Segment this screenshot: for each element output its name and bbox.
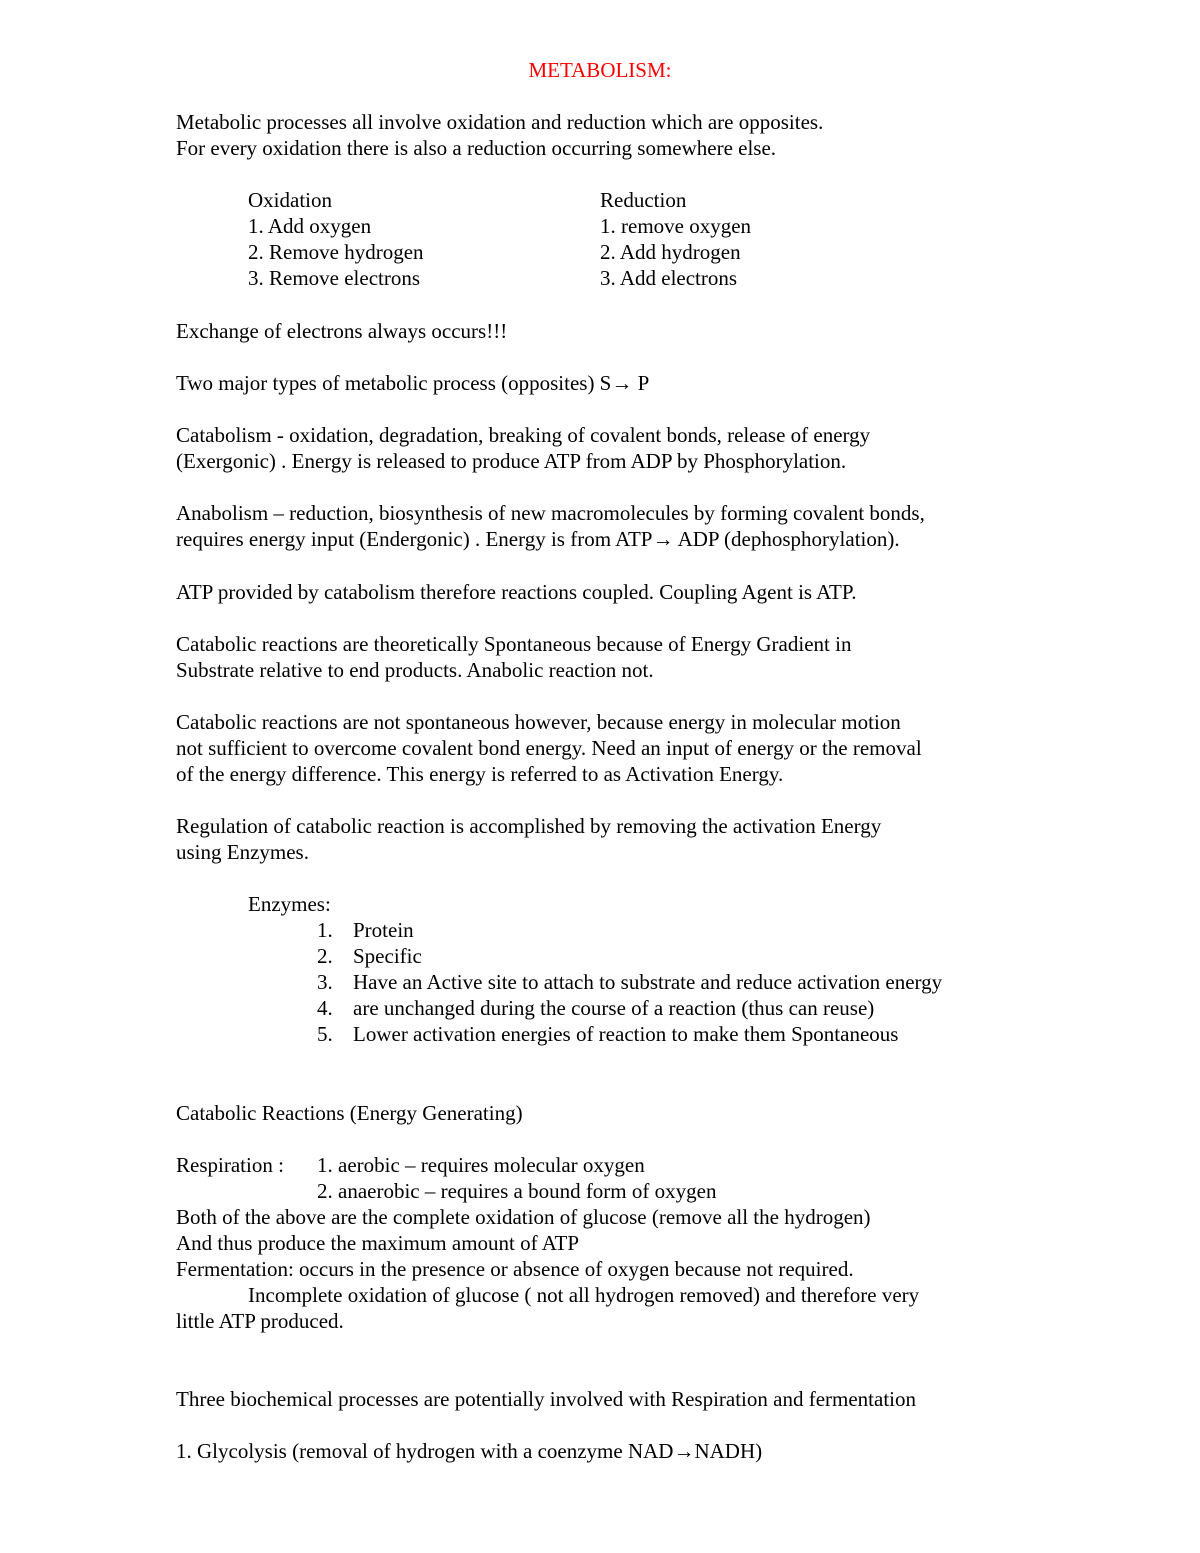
list-item: Lower activation energies of reaction to make them Spontaneous: [353, 1022, 899, 1046]
spontaneous-line-1: Catabolic reactions are theoretically Spontaneous because of Energy Gradient in: [176, 632, 852, 656]
list-item: are unchanged during the course of a reaction (thus can reuse): [353, 996, 875, 1020]
anabolism-line-1: Anabolism – reduction, biosynthesis of new macromolecules by forming covalent bonds,: [176, 501, 925, 525]
list-item: Protein: [353, 918, 414, 942]
catabolism-line-2: (Exergonic) . Energy is released to produce ATP from ADP by Phosphorylation.: [176, 449, 847, 473]
regulation-line-2: using Enzymes.: [176, 840, 309, 864]
list-number: 2.: [317, 944, 333, 968]
incomplete-line-1: Incomplete oxidation of glucose ( not all hydrogen removed) and therefore very: [248, 1283, 920, 1307]
complete-oxidation-line-2: And thus produce the maximum amount of ATP: [176, 1231, 580, 1255]
catabolic-heading: Catabolic Reactions (Energy Generating): [176, 1101, 523, 1125]
not-spontaneous-line-3: of the energy difference. This energy is referred to as Activation Energy.: [176, 762, 784, 786]
reduction-item: 2. Add hydrogen: [600, 240, 741, 264]
spontaneous-line-2: Substrate relative to end products. Anabolic reaction not.: [176, 658, 654, 682]
list-number: 5.: [317, 1022, 333, 1046]
list-item: Specific: [353, 944, 422, 968]
list-item: 2. anaerobic – requires a bound form of oxygen: [317, 1179, 717, 1203]
list-number: 3.: [317, 970, 333, 994]
oxidation-header: Oxidation: [248, 188, 332, 212]
exchange-text: Exchange of electrons always occurs!!!: [176, 319, 508, 343]
list-number: 1.: [317, 918, 333, 942]
complete-oxidation-line-1: Both of the above are the complete oxidation of glucose (remove all the hydrogen): [176, 1205, 871, 1229]
incomplete-line-2: little ATP produced.: [176, 1309, 344, 1333]
page-title: METABOLISM:: [528, 58, 672, 82]
reduction-item: 3. Add electrons: [600, 266, 738, 290]
fermentation-line: Fermentation: occurs in the presence or absence of oxygen because not required.: [176, 1257, 854, 1281]
reduction-item: 1. remove oxygen: [600, 214, 752, 238]
not-spontaneous-line-1: Catabolic reactions are not spontaneous however, because energy in molecular motion: [176, 710, 901, 734]
reduction-header: Reduction: [600, 188, 687, 212]
two-types-text: Two major types of metabolic process (opposites) S→ P: [176, 371, 650, 395]
list-number: 4.: [317, 996, 333, 1020]
intro-line-2: For every oxidation there is also a reduction occurring somewhere else.: [176, 136, 777, 160]
regulation-line-1: Regulation of catabolic reaction is accomplished by removing the activation Energy: [176, 814, 882, 838]
anabolism-line-2: requires energy input (Endergonic) . Energy is from ATP→ ADP (dephosphorylation).: [176, 527, 900, 551]
not-spontaneous-line-2: not sufficient to overcome covalent bond energy. Need an input of energy or the removal: [176, 736, 922, 760]
list-item: 1. aerobic – requires molecular oxygen: [317, 1153, 645, 1177]
oxidation-item: 1. Add oxygen: [248, 214, 372, 238]
intro-line-1: Metabolic processes all involve oxidation and reduction which are opposites.: [176, 110, 824, 134]
list-item: Have an Active site to attach to substrate and reduce activation energy: [353, 970, 943, 994]
respiration-label: Respiration :: [176, 1153, 284, 1177]
oxidation-item: 2. Remove hydrogen: [248, 240, 424, 264]
coupling-text: ATP provided by catabolism therefore reactions coupled. Coupling Agent is ATP.: [176, 580, 857, 604]
catabolism-line-1: Catabolism - oxidation, degradation, breaking of covalent bonds, release of energy: [176, 423, 871, 447]
glycolysis-text: 1. Glycolysis (removal of hydrogen with a coenzyme NAD→NADH): [176, 1439, 763, 1463]
oxidation-item: 3. Remove electrons: [248, 266, 421, 290]
three-processes-text: Three biochemical processes are potentially involved with Respiration and fermentation: [176, 1387, 917, 1411]
enzymes-header: Enzymes:: [248, 892, 331, 916]
